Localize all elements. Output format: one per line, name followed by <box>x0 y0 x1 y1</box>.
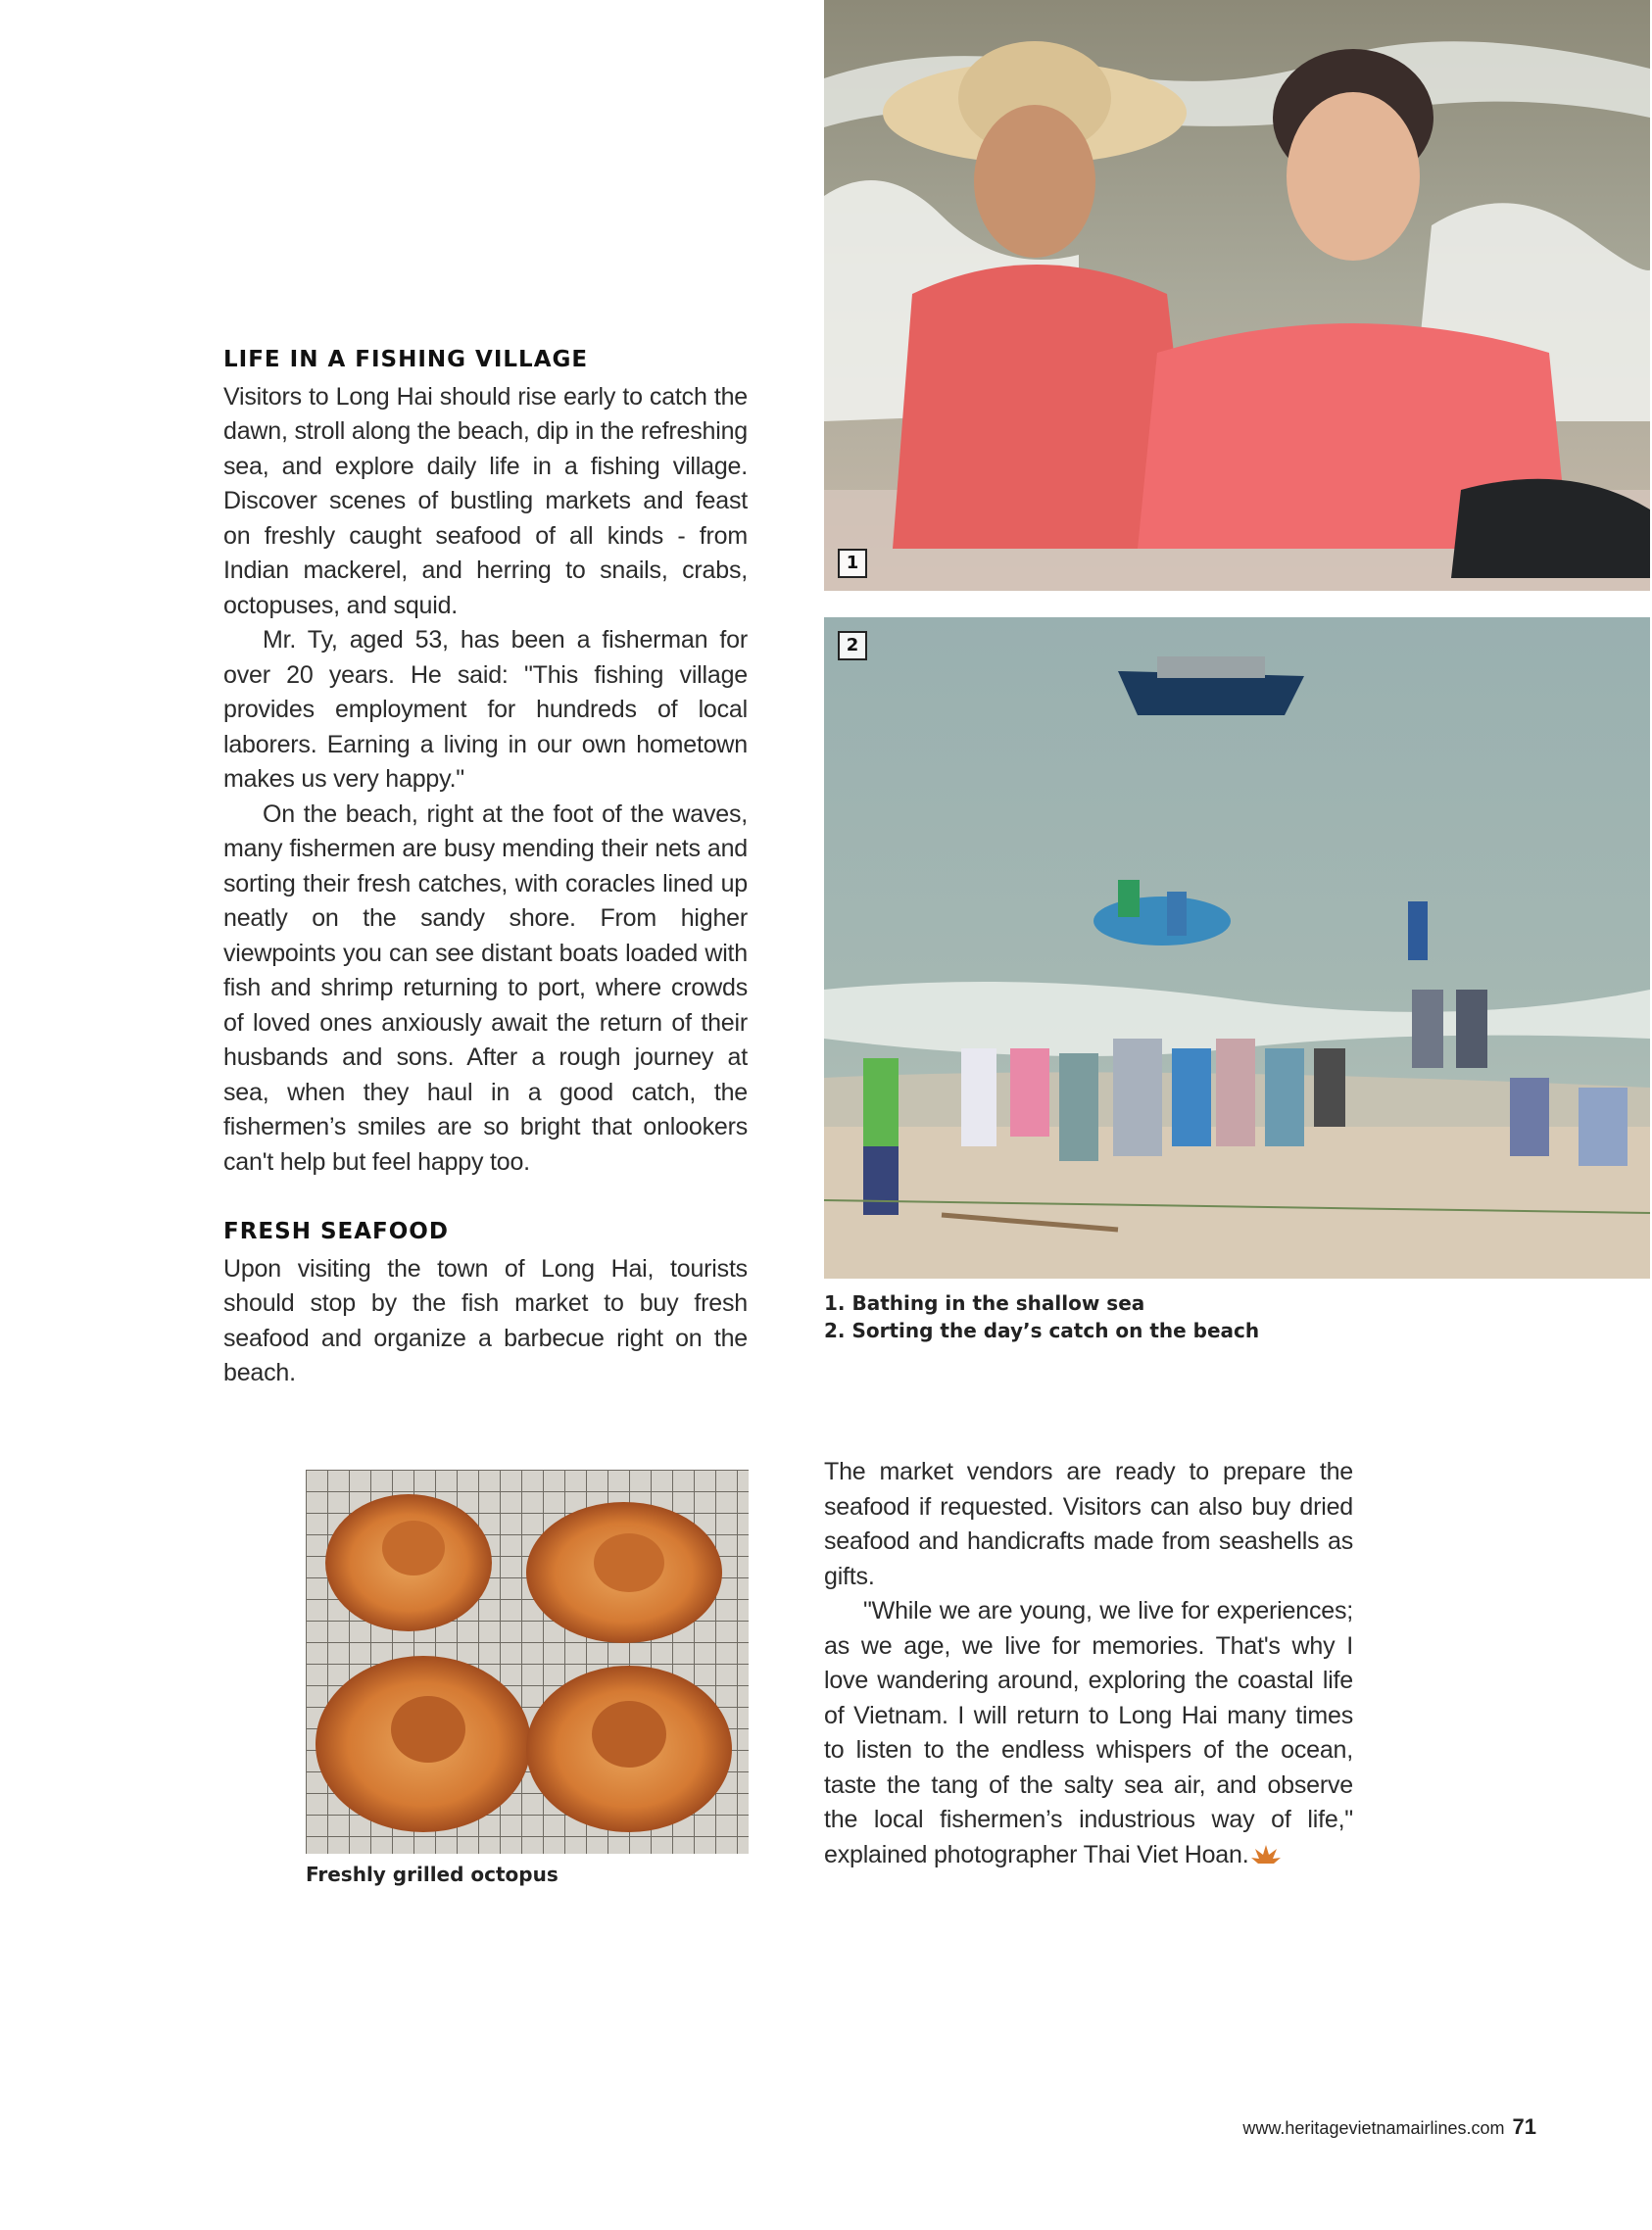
photo-captions <box>824 1289 1259 1344</box>
caption-photo1: 1. Bathing in the shallow sea <box>824 1291 1145 1315</box>
lotus-end-mark-icon <box>1250 1843 1282 1865</box>
paragraph: "While we are young, we live for experiences; as we age, we live for memories. That's why I love wandering around, exploring the coastal life of Vietnam. I will return to Long Hai many times to listen to the endless whispers of the ocean, taste the tang of the salty sea air, and observe the local fishermen’s industrious way of life," explained photographer Thai Viet Hoan. <box>824 1597 1353 1868</box>
left-column <box>223 343 748 1391</box>
paragraph: On the beach, right at the foot of the waves, many fishermen are busy mending their nets and sorting their fresh catches, with coracles lined up neatly on the sandy shore. From higher viewpoints you can see distant boats loaded with fish and shrimp returning to port, where crowds of loved ones anxiously await the return of their husbands and sons. After a rough journey at sea, when they haul in a good catch, the fishermen’s smiles are so bright that onlookers can't help but feel happy too. <box>223 800 748 1176</box>
page-footer <box>1242 2114 1536 2140</box>
right-column <box>824 1455 1353 1872</box>
photo-number-badge: 1 <box>838 549 867 578</box>
photo-bathing-illustration <box>824 0 1650 591</box>
paragraph-with-end-mark <box>824 1594 1353 1872</box>
photo-beach-illustration <box>824 617 1650 1279</box>
photo-beach <box>824 617 1650 1279</box>
paragraph: Visitors to Long Hai should rise early to catch the dawn, stroll along the beach, dip in the refreshing sea, and explore daily life in a fishing village. Discover scenes of bustling markets and feast on freshly caught seafood of all kinds - from Indian mackerel, and herring to snails, crabs, octopuses, and squid. <box>223 382 748 619</box>
section-heading-seafood: FRESH SEAFOOD <box>223 1219 449 1244</box>
photo-number-badge: 2 <box>838 631 867 660</box>
page-number: 71 <box>1512 2114 1536 2139</box>
paragraph: Mr. Ty, aged 53, has been a fisherman for over 20 years. He said: "This fishing village provides employment for hundreds of local laborers. Earning a living in our own hometown makes us very happy." <box>223 626 748 793</box>
paragraph: Upon visiting the town of Long Hai, tourists should stop by the fish market to buy fresh seafood and organize a barbecue right on the beach. <box>223 1254 748 1386</box>
photo-bathing <box>824 0 1650 591</box>
caption-octopus: Freshly grilled octopus <box>306 1863 559 1886</box>
paragraph: The market vendors are ready to prepare the seafood if requested. Visitors can also buy dried seafood and handicrafts made from seashells as gifts. <box>824 1458 1353 1590</box>
section-heading-life: LIFE IN A FISHING VILLAGE <box>223 347 589 372</box>
website-url: www.heritagevietnamairlines.com <box>1242 2118 1505 2138</box>
photo-octopus-illustration <box>306 1470 749 1854</box>
photo-octopus <box>306 1470 749 1854</box>
caption-photo2: 2. Sorting the day’s catch on the beach <box>824 1319 1260 1342</box>
